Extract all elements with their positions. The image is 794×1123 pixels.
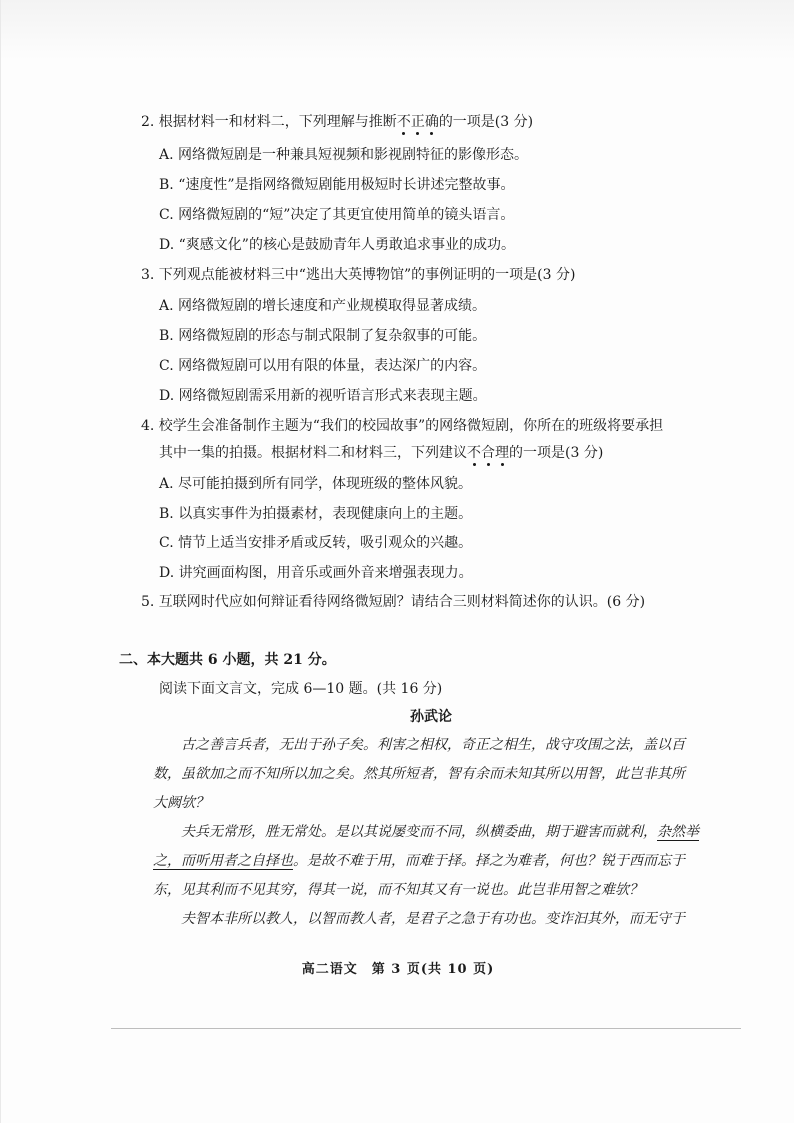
passage-p3-line1: 夫智本非所以教人，以智而教人者，是君子之急于有功也。变诈汩其外，而无守于 [181,911,685,927]
passage-p2-line2 [153,851,685,871]
q4-option-c: C. 情节上适当安排矛盾或反转，吸引观众的兴趣。 [159,535,473,551]
q2-stem-start: 2. 根据材料一和材料二，下列理解与推断 [141,114,397,130]
question-3-stem: 3. 下列观点能被材料三中“逃出大英博物馆”的事例证明的一项是(3 分) [141,267,576,283]
question-2-stem [141,112,533,132]
emphasis-char: 不 [397,114,411,130]
q3-option-b: B. 网络微短剧的形态与制式限制了复杂叙事的可能。 [159,328,487,344]
question-5-stem: 5. 互联网时代应如何辩证看待网络微短剧？请结合三则材料简述你的认识。(6 分) [141,594,646,610]
emphasis-char: 正 [411,114,425,130]
passage-p1-line1: 古之善言兵者，无出于孙子矣。利害之相权，奇正之相生，战守攻围之法，盖以百 [181,737,685,753]
emphasis-dot [487,463,490,466]
emphasis-char: 合 [481,445,495,461]
q3-option-a: A. 网络微短剧的增长速度和产业规模取得显著成绩。 [159,298,487,314]
q4-emphasized-text [467,445,509,461]
emphasis-char: 确 [425,114,439,130]
q2-option-c: C. 网络微短剧的“短”决定了其更宜使用简单的镜头语言。 [159,207,515,223]
p2-line1-text: 夫兵无常形，胜无常处。是以其说屡变而不同，纵横委曲，期于避害而就利， [181,824,657,840]
q3-option-c: C. 网络微短剧可以用有限的体量，表达深广的内容。 [159,358,487,374]
emphasis-char: 理 [495,445,509,461]
emphasis-dot [416,132,419,135]
scan-top-edge [1,0,794,60]
bottom-divider [111,1028,741,1029]
question-4-stem-line1: 4. 校学生会准备制作主题为“我们的校园故事”的网络微短剧，你所在的班级将要承担 [141,418,664,434]
q4-option-b: B. 以真实事件为拍摄素材，表现健康向上的主题。 [159,506,473,522]
p2-underlined-phrase-start: 杂然举 [657,824,699,840]
q2-emphasized-text [397,114,439,130]
section-2-instruction: 阅读下面文言文，完成 6—10 题。(共 16 分) [159,681,443,697]
passage-p1-line2: 数，虽欲加之而不知所以加之矣。然其所短者，智有余而未知其所以用智，此岂非其所 [153,766,685,782]
q2-stem-end: 的一项是(3 分) [438,114,534,130]
q2-option-a: A. 网络微短剧是一种兼具短视频和影视剧特征的影像形态。 [159,147,529,163]
q4-stem-end: 的一项是(3 分) [509,445,604,461]
q4-option-d: D. 讲究画面构图，用音乐或画外音来增强表现力。 [159,565,473,581]
q3-option-d: D. 网络微短剧需采用新的视听语言形式来表现主题。 [159,388,487,404]
passage-p2-line3: 东，见其利而不见其穷，得其一说，而不知其又有一说也。此岂非用智之难欤？ [153,882,643,898]
p2-line2-text: 。是故不难于用，而难于择。择之为难者，何也？锐于西而忘于 [293,853,685,869]
emphasis-dot [402,132,405,135]
passage-p2-line1 [181,822,699,842]
q4-emphasis [467,445,509,461]
emphasis-char: 不 [467,445,481,461]
q2-option-d: D. “爽感文化”的核心是鼓励青年人勇敢追求事业的成功。 [159,237,515,253]
q4-stem-start: 其中一集的拍摄。根据材料二和材料三，下列建议 [159,445,467,461]
p2-underlined-phrase-end: 之，而听用者之自择也 [153,853,293,869]
passage-p1-line3: 大阙欤？ [153,795,209,811]
page-footer: 高二语文 第 3 页(共 10 页) [301,962,495,977]
q2-emphasis [397,114,439,130]
emphasis-dot [473,463,476,466]
emphasis-dot [430,132,433,135]
emphasis-dot [501,463,504,466]
passage-title: 孙武论 [410,709,452,725]
q2-option-b: B. “速度性”是指网络微短剧能用极短时长讲述完整故事。 [159,177,515,193]
q4-option-a: A. 尽可能拍摄到所有同学，体现班级的整体风貌。 [159,476,473,492]
question-4-stem-line2 [159,443,603,463]
section-2-heading: 二、本大题共 6 小题，共 21 分。 [119,652,336,668]
